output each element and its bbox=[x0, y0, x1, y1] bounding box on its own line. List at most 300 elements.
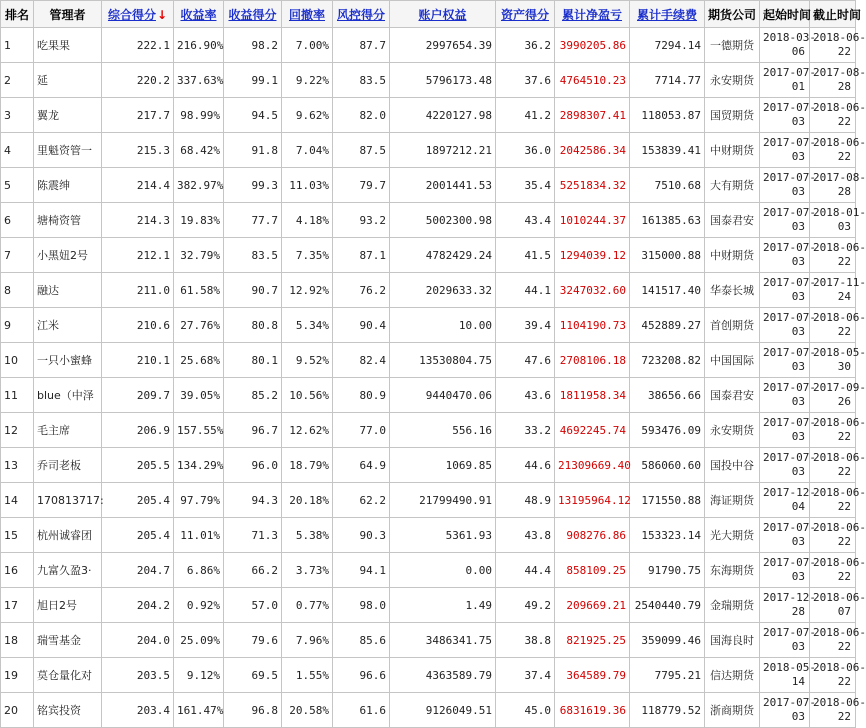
rank-cell: 18 bbox=[1, 623, 34, 658]
fees-cell: 7795.21 bbox=[630, 658, 705, 693]
rank-cell: 1 bbox=[1, 28, 34, 63]
return-rate-cell: 161.47% bbox=[174, 693, 224, 728]
drawdown-cell: 12.92% bbox=[282, 273, 333, 308]
date-day: 22 bbox=[837, 535, 851, 548]
date-year-month: 2017-07- bbox=[763, 521, 816, 534]
column-header-label: 管理者 bbox=[49, 7, 86, 22]
futures-company-cell: 国贸期货 bbox=[705, 98, 760, 133]
date-day: 22 bbox=[837, 430, 851, 443]
date-year-month: 2017-07- bbox=[763, 311, 816, 324]
risk-score-cell: 82.0 bbox=[333, 98, 390, 133]
return-score-cell: 85.2 bbox=[224, 378, 282, 413]
date-year-month: 2017-07- bbox=[763, 556, 816, 569]
return-rate-cell: 157.55% bbox=[174, 413, 224, 448]
table-row bbox=[1, 343, 856, 378]
risk-score-cell: 85.6 bbox=[333, 623, 390, 658]
table-row bbox=[1, 98, 856, 133]
column-header-label[interactable]: 风控得分 bbox=[336, 7, 385, 22]
return-score-cell: 96.0 bbox=[224, 448, 282, 483]
futures-company-cell: 国海良时 bbox=[705, 623, 760, 658]
end-time-cell bbox=[810, 343, 866, 378]
futures-company-cell: 一德期货 bbox=[705, 28, 760, 63]
composite-score-cell: 205.4 bbox=[102, 518, 174, 553]
drawdown-cell: 4.18% bbox=[282, 203, 333, 238]
net-pnl-cell: 1010244.37 bbox=[555, 203, 630, 238]
return-rate-cell: 382.97% bbox=[174, 168, 224, 203]
date-year-month: 2018-06- bbox=[813, 521, 866, 534]
date-day: 28 bbox=[791, 605, 805, 618]
column-header-label[interactable]: 累计手续费 bbox=[636, 7, 697, 22]
risk-score-cell: 87.7 bbox=[333, 28, 390, 63]
futures-company-cell: 国泰君安 bbox=[705, 378, 760, 413]
drawdown-cell: 12.62% bbox=[282, 413, 333, 448]
column-header-label[interactable]: 回撤率 bbox=[288, 7, 325, 22]
composite-score-cell: 204.0 bbox=[102, 623, 174, 658]
fees-cell: 2540440.79 bbox=[630, 588, 705, 623]
date-year-month: 2018-06- bbox=[813, 486, 866, 499]
date-day: 03 bbox=[791, 430, 805, 443]
date-day: 03 bbox=[791, 465, 805, 478]
date-day: 22 bbox=[837, 500, 851, 513]
asset-score-cell: 38.8 bbox=[496, 623, 555, 658]
date-year-month: 2018-06- bbox=[813, 696, 866, 709]
asset-score-cell: 41.2 bbox=[496, 98, 555, 133]
asset-score-cell: 43.8 bbox=[496, 518, 555, 553]
end-time-cell bbox=[810, 133, 866, 168]
manager-cell: 毛主席 bbox=[34, 413, 102, 448]
start-time-cell bbox=[760, 203, 816, 238]
date-year-month: 2018-03- bbox=[763, 31, 816, 44]
composite-score-cell: 205.5 bbox=[102, 448, 174, 483]
net-pnl-cell: 6831619.36 bbox=[555, 693, 630, 728]
column-header-drawdown[interactable] bbox=[282, 1, 333, 28]
column-header-label[interactable]: 资产得分 bbox=[500, 7, 549, 22]
manager-cell: 江米 bbox=[34, 308, 102, 343]
drawdown-cell: 3.73% bbox=[282, 553, 333, 588]
return-rate-cell: 27.76% bbox=[174, 308, 224, 343]
return-score-cell: 83.5 bbox=[224, 238, 282, 273]
fees-cell: 593476.09 bbox=[630, 413, 705, 448]
net-pnl-cell: 2898307.41 bbox=[555, 98, 630, 133]
equity-cell: 5361.93 bbox=[390, 518, 496, 553]
date-year-month: 2018-06- bbox=[813, 31, 866, 44]
futures-company-cell: 大有期货 bbox=[705, 168, 760, 203]
drawdown-cell: 5.38% bbox=[282, 518, 333, 553]
drawdown-cell: 7.96% bbox=[282, 623, 333, 658]
date-year-month: 2018-06- bbox=[813, 661, 866, 674]
start-time-cell bbox=[760, 63, 816, 98]
net-pnl-cell: 21309669.40 bbox=[555, 448, 630, 483]
drawdown-cell: 18.79% bbox=[282, 448, 333, 483]
date-year-month: 2017-07- bbox=[763, 451, 816, 464]
date-year-month: 2017-08- bbox=[813, 171, 866, 184]
table-row bbox=[1, 273, 856, 308]
date-year-month: 2017-07- bbox=[763, 381, 816, 394]
date-year-month: 2017-09- bbox=[813, 381, 866, 394]
net-pnl-cell: 908276.86 bbox=[555, 518, 630, 553]
date-day: 22 bbox=[837, 150, 851, 163]
manager-cell: blue（中泽 bbox=[34, 378, 102, 413]
date-day: 03 bbox=[791, 395, 805, 408]
start-time-cell bbox=[760, 98, 816, 133]
rank-cell: 12 bbox=[1, 413, 34, 448]
risk-score-cell: 93.2 bbox=[333, 203, 390, 238]
date-year-month: 2017-07- bbox=[763, 136, 816, 149]
table-row bbox=[1, 63, 856, 98]
end-time-cell bbox=[810, 28, 866, 63]
risk-score-cell: 76.2 bbox=[333, 273, 390, 308]
equity-cell: 0.00 bbox=[390, 553, 496, 588]
end-time-cell bbox=[810, 63, 866, 98]
futures-company-cell: 中财期货 bbox=[705, 133, 760, 168]
drawdown-cell: 9.52% bbox=[282, 343, 333, 378]
date-year-month: 2017-07- bbox=[763, 171, 816, 184]
equity-cell: 10.00 bbox=[390, 308, 496, 343]
futures-company-cell: 中财期货 bbox=[705, 238, 760, 273]
date-year-month: 2018-06- bbox=[813, 241, 866, 254]
risk-score-cell: 82.4 bbox=[333, 343, 390, 378]
drawdown-cell: 7.04% bbox=[282, 133, 333, 168]
table-row bbox=[1, 588, 856, 623]
return-rate-cell: 39.05% bbox=[174, 378, 224, 413]
table-row bbox=[1, 203, 856, 238]
column-header-label[interactable]: 综合得分 bbox=[107, 7, 156, 22]
asset-score-cell: 33.2 bbox=[496, 413, 555, 448]
drawdown-cell: 7.35% bbox=[282, 238, 333, 273]
net-pnl-cell: 1811958.34 bbox=[555, 378, 630, 413]
asset-score-cell: 44.4 bbox=[496, 553, 555, 588]
net-pnl-cell: 858109.25 bbox=[555, 553, 630, 588]
asset-score-cell: 43.6 bbox=[496, 378, 555, 413]
start-time-cell bbox=[760, 238, 816, 273]
asset-score-cell: 43.4 bbox=[496, 203, 555, 238]
net-pnl-cell: 2042586.34 bbox=[555, 133, 630, 168]
return-rate-cell: 9.12% bbox=[174, 658, 224, 693]
fees-cell: 161385.63 bbox=[630, 203, 705, 238]
table-header bbox=[1, 1, 862, 28]
rank-cell: 5 bbox=[1, 168, 34, 203]
risk-score-cell: 98.0 bbox=[333, 588, 390, 623]
date-day: 26 bbox=[837, 395, 851, 408]
composite-score-cell: 212.1 bbox=[102, 238, 174, 273]
equity-cell: 13530804.75 bbox=[390, 343, 496, 378]
column-header-label: 起始时间 bbox=[763, 7, 812, 22]
end-time-cell bbox=[810, 553, 866, 588]
end-time-cell bbox=[810, 658, 866, 693]
column-header-return-score[interactable] bbox=[224, 1, 282, 28]
futures-company-cell: 光大期货 bbox=[705, 518, 760, 553]
table-row bbox=[1, 308, 856, 343]
date-day: 03 bbox=[791, 360, 805, 373]
net-pnl-cell: 3990205.86 bbox=[555, 28, 630, 63]
return-score-cell: 80.1 bbox=[224, 343, 282, 378]
rank-cell: 9 bbox=[1, 308, 34, 343]
column-header-label[interactable]: 收益率 bbox=[180, 7, 217, 22]
net-pnl-cell: 3247032.60 bbox=[555, 273, 630, 308]
composite-score-cell: 209.7 bbox=[102, 378, 174, 413]
rank-cell: 14 bbox=[1, 483, 34, 518]
start-time-cell bbox=[760, 28, 816, 63]
start-time-cell bbox=[760, 483, 816, 518]
futures-company-cell: 国泰君安 bbox=[705, 203, 760, 238]
composite-score-cell: 215.3 bbox=[102, 133, 174, 168]
column-header-asset-score[interactable] bbox=[496, 1, 555, 28]
risk-score-cell: 83.5 bbox=[333, 63, 390, 98]
net-pnl-cell: 4764510.23 bbox=[555, 63, 630, 98]
equity-cell: 2001441.53 bbox=[390, 168, 496, 203]
asset-score-cell: 37.6 bbox=[496, 63, 555, 98]
risk-score-cell: 94.1 bbox=[333, 553, 390, 588]
return-score-cell: 98.2 bbox=[224, 28, 282, 63]
asset-score-cell: 36.2 bbox=[496, 28, 555, 63]
drawdown-cell: 5.34% bbox=[282, 308, 333, 343]
return-score-cell: 71.3 bbox=[224, 518, 282, 553]
rank-cell: 20 bbox=[1, 693, 34, 728]
manager-cell: 里魁资管一 bbox=[34, 133, 102, 168]
composite-score-cell: 210.1 bbox=[102, 343, 174, 378]
return-rate-cell: 25.09% bbox=[174, 623, 224, 658]
return-rate-cell: 11.01% bbox=[174, 518, 224, 553]
fees-cell: 171550.88 bbox=[630, 483, 705, 518]
rank-cell: 7 bbox=[1, 238, 34, 273]
composite-score-cell: 206.9 bbox=[102, 413, 174, 448]
date-year-month: 2017-07- bbox=[763, 346, 816, 359]
asset-score-cell: 44.1 bbox=[496, 273, 555, 308]
drawdown-cell: 9.62% bbox=[282, 98, 333, 133]
date-day: 14 bbox=[791, 675, 805, 688]
date-day: 28 bbox=[837, 80, 851, 93]
column-header-equity[interactable] bbox=[390, 1, 496, 28]
return-score-cell: 57.0 bbox=[224, 588, 282, 623]
fees-cell: 118053.87 bbox=[630, 98, 705, 133]
date-year-month: 2017-07- bbox=[763, 276, 816, 289]
date-year-month: 2018-05- bbox=[763, 661, 816, 674]
date-day: 03 bbox=[791, 290, 805, 303]
fees-cell: 153323.14 bbox=[630, 518, 705, 553]
futures-company-cell: 东海期货 bbox=[705, 553, 760, 588]
end-time-cell bbox=[810, 518, 866, 553]
composite-score-cell: 217.7 bbox=[102, 98, 174, 133]
start-time-cell bbox=[760, 588, 816, 623]
date-day: 03 bbox=[791, 710, 805, 723]
net-pnl-cell: 4692245.74 bbox=[555, 413, 630, 448]
equity-cell: 4220127.98 bbox=[390, 98, 496, 133]
table-row bbox=[1, 483, 856, 518]
start-time-cell bbox=[760, 658, 816, 693]
return-rate-cell: 19.83% bbox=[174, 203, 224, 238]
net-pnl-cell: 5251834.32 bbox=[555, 168, 630, 203]
table-row bbox=[1, 238, 856, 273]
date-year-month: 2017-11- bbox=[813, 276, 866, 289]
asset-score-cell: 36.0 bbox=[496, 133, 555, 168]
date-day: 22 bbox=[837, 570, 851, 583]
asset-score-cell: 48.9 bbox=[496, 483, 555, 518]
rank-cell: 3 bbox=[1, 98, 34, 133]
table-row bbox=[1, 623, 856, 658]
date-year-month: 2017-07- bbox=[763, 101, 816, 114]
equity-cell: 2997654.39 bbox=[390, 28, 496, 63]
start-time-cell bbox=[760, 273, 816, 308]
return-score-cell: 79.6 bbox=[224, 623, 282, 658]
drawdown-cell: 20.18% bbox=[282, 483, 333, 518]
return-score-cell: 96.7 bbox=[224, 413, 282, 448]
fees-cell: 315000.88 bbox=[630, 238, 705, 273]
risk-score-cell: 64.9 bbox=[333, 448, 390, 483]
start-time-cell bbox=[760, 413, 816, 448]
date-year-month: 2018-05- bbox=[813, 346, 866, 359]
return-score-cell: 99.1 bbox=[224, 63, 282, 98]
return-score-cell: 66.2 bbox=[224, 553, 282, 588]
column-header-fees[interactable] bbox=[630, 1, 705, 28]
composite-score-cell: 220.2 bbox=[102, 63, 174, 98]
futures-company-cell: 海证期货 bbox=[705, 483, 760, 518]
return-rate-cell: 134.29% bbox=[174, 448, 224, 483]
equity-cell: 5796173.48 bbox=[390, 63, 496, 98]
end-time-cell bbox=[810, 308, 866, 343]
composite-score-cell: 205.4 bbox=[102, 483, 174, 518]
manager-cell: 陈震绅 bbox=[34, 168, 102, 203]
start-time-cell bbox=[760, 168, 816, 203]
manager-cell: 莫仓量化对 bbox=[34, 658, 102, 693]
date-day: 01 bbox=[791, 80, 805, 93]
table-row bbox=[1, 693, 856, 728]
risk-score-cell: 90.3 bbox=[333, 518, 390, 553]
date-year-month: 2017-07- bbox=[763, 241, 816, 254]
return-rate-cell: 337.63% bbox=[174, 63, 224, 98]
end-time-cell bbox=[810, 588, 866, 623]
futures-company-cell: 永安期货 bbox=[705, 413, 760, 448]
column-header-end-time bbox=[810, 1, 862, 28]
date-year-month: 2017-07- bbox=[763, 626, 816, 639]
return-score-cell: 80.8 bbox=[224, 308, 282, 343]
date-year-month: 2017-07- bbox=[763, 206, 816, 219]
end-time-cell bbox=[810, 623, 866, 658]
equity-cell: 4363589.79 bbox=[390, 658, 496, 693]
drawdown-cell: 0.77% bbox=[282, 588, 333, 623]
column-header-label[interactable]: 账户权益 bbox=[418, 7, 467, 22]
table-row bbox=[1, 553, 856, 588]
rank-cell: 8 bbox=[1, 273, 34, 308]
risk-score-cell: 77.0 bbox=[333, 413, 390, 448]
rank-cell: 10 bbox=[1, 343, 34, 378]
composite-score-cell: 204.7 bbox=[102, 553, 174, 588]
sort-descending-icon[interactable]: ↓ bbox=[156, 7, 168, 22]
table-body bbox=[1, 28, 866, 728]
manager-cell: 铭宾投资 bbox=[34, 693, 102, 728]
table-row bbox=[1, 378, 856, 413]
composite-score-cell: 222.1 bbox=[102, 28, 174, 63]
column-header-manager bbox=[34, 1, 102, 28]
column-header-start-time bbox=[760, 1, 810, 28]
manager-cell: 乔司老板 bbox=[34, 448, 102, 483]
drawdown-cell: 9.22% bbox=[282, 63, 333, 98]
column-header-risk-score[interactable] bbox=[333, 1, 390, 28]
end-time-cell bbox=[810, 378, 866, 413]
date-day: 22 bbox=[837, 45, 851, 58]
date-day: 28 bbox=[837, 185, 851, 198]
column-header-net-pnl[interactable] bbox=[555, 1, 630, 28]
rank-cell: 2 bbox=[1, 63, 34, 98]
date-day: 24 bbox=[837, 290, 851, 303]
end-time-cell bbox=[810, 693, 866, 728]
return-score-cell: 69.5 bbox=[224, 658, 282, 693]
rank-cell: 15 bbox=[1, 518, 34, 553]
net-pnl-cell: 2708106.18 bbox=[555, 343, 630, 378]
end-time-cell bbox=[810, 483, 866, 518]
end-time-cell bbox=[810, 238, 866, 273]
asset-score-cell: 35.4 bbox=[496, 168, 555, 203]
return-rate-cell: 25.68% bbox=[174, 343, 224, 378]
return-rate-cell: 32.79% bbox=[174, 238, 224, 273]
return-score-cell: 77.7 bbox=[224, 203, 282, 238]
composite-score-cell: 203.5 bbox=[102, 658, 174, 693]
column-header-rank bbox=[1, 1, 34, 28]
fees-cell: 7714.77 bbox=[630, 63, 705, 98]
return-score-cell: 99.3 bbox=[224, 168, 282, 203]
return-rate-cell: 61.58% bbox=[174, 273, 224, 308]
start-time-cell bbox=[760, 518, 816, 553]
end-time-cell bbox=[810, 168, 866, 203]
composite-score-cell: 204.2 bbox=[102, 588, 174, 623]
manager-cell: 杭州诚睿团 bbox=[34, 518, 102, 553]
column-header-return-rate[interactable] bbox=[174, 1, 224, 28]
start-time-cell bbox=[760, 308, 816, 343]
fees-cell: 153839.41 bbox=[630, 133, 705, 168]
futures-company-cell: 华泰长城 bbox=[705, 273, 760, 308]
column-header-composite-score[interactable] bbox=[102, 1, 174, 28]
futures-company-cell: 中国国际 bbox=[705, 343, 760, 378]
header-row bbox=[1, 1, 856, 28]
column-header-label: 排名 bbox=[4, 7, 29, 22]
start-time-cell bbox=[760, 693, 816, 728]
equity-cell: 1897212.21 bbox=[390, 133, 496, 168]
asset-score-cell: 49.2 bbox=[496, 588, 555, 623]
date-year-month: 2017-12- bbox=[763, 486, 816, 499]
fees-cell: 38656.66 bbox=[630, 378, 705, 413]
column-header-label[interactable]: 累计净盈亏 bbox=[561, 7, 622, 22]
equity-cell: 3486341.75 bbox=[390, 623, 496, 658]
date-day: 22 bbox=[837, 115, 851, 128]
date-year-month: 2017-07- bbox=[763, 66, 816, 79]
equity-cell: 5002300.98 bbox=[390, 203, 496, 238]
manager-cell: 170813717: bbox=[34, 483, 102, 518]
date-year-month: 2017-07- bbox=[763, 696, 816, 709]
date-day: 07 bbox=[837, 605, 851, 618]
fees-cell: 118779.52 bbox=[630, 693, 705, 728]
rank-cell: 11 bbox=[1, 378, 34, 413]
return-rate-cell: 68.42% bbox=[174, 133, 224, 168]
equity-cell: 21799490.91 bbox=[390, 483, 496, 518]
date-day: 03 bbox=[791, 535, 805, 548]
column-header-label[interactable]: 收益得分 bbox=[228, 7, 277, 22]
return-score-cell: 91.8 bbox=[224, 133, 282, 168]
composite-score-cell: 214.3 bbox=[102, 203, 174, 238]
fees-cell: 586060.60 bbox=[630, 448, 705, 483]
equity-cell: 2029633.32 bbox=[390, 273, 496, 308]
fees-cell: 7510.68 bbox=[630, 168, 705, 203]
risk-score-cell: 61.6 bbox=[333, 693, 390, 728]
drawdown-cell: 10.56% bbox=[282, 378, 333, 413]
equity-cell: 9126049.51 bbox=[390, 693, 496, 728]
net-pnl-cell: 821925.25 bbox=[555, 623, 630, 658]
risk-score-cell: 96.6 bbox=[333, 658, 390, 693]
futures-company-cell: 金瑞期货 bbox=[705, 588, 760, 623]
start-time-cell bbox=[760, 378, 816, 413]
manager-cell: 瑞雪基金 bbox=[34, 623, 102, 658]
start-time-cell bbox=[760, 623, 816, 658]
manager-cell: 融达 bbox=[34, 273, 102, 308]
net-pnl-cell: 209669.21 bbox=[555, 588, 630, 623]
